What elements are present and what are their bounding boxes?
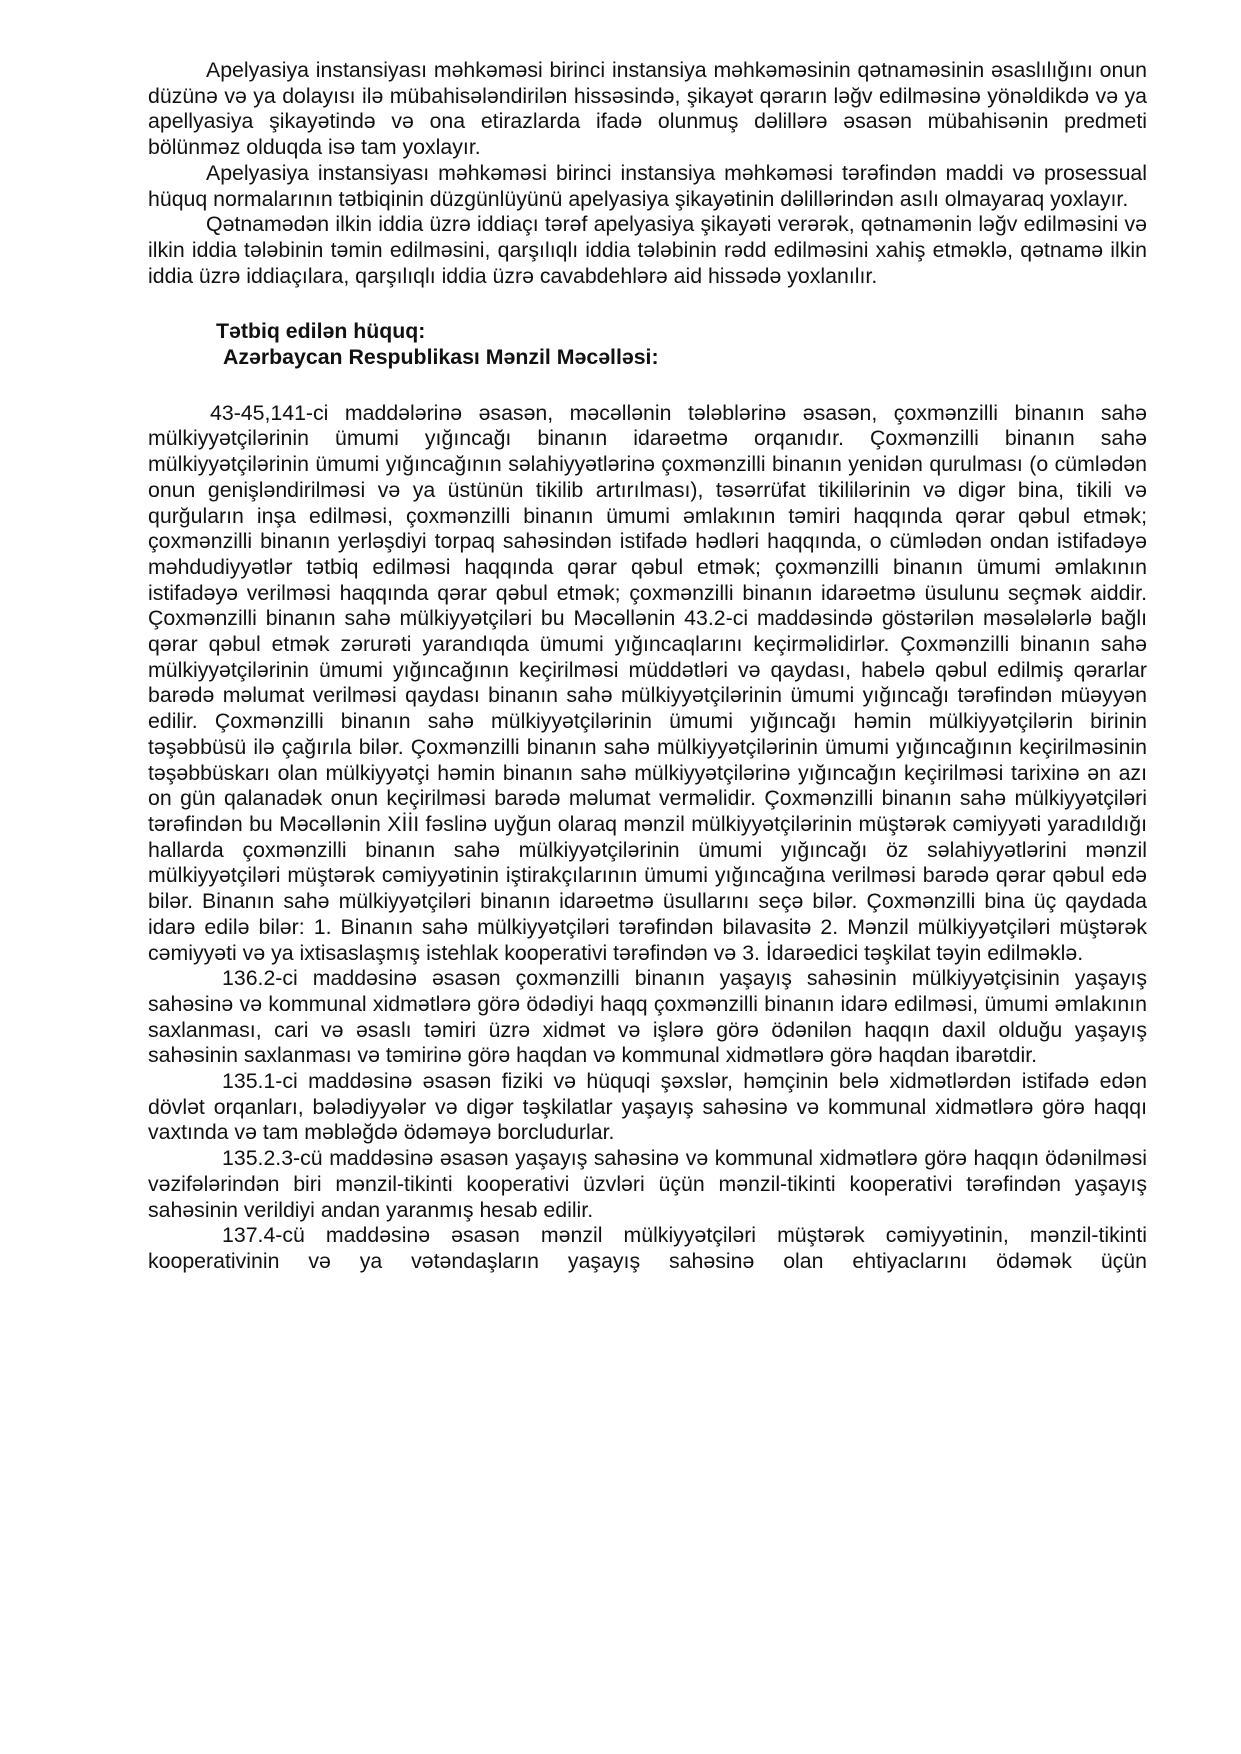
paragraph-article-135-2-3: 135.2.3-cü maddəsinə əsasən yaşayış sahəsinə və kommunal xidmətlərə görə haqqın ödənilməsi vəzifələrindən biri mənzil-tikinti kooperativi üzvləri üçün mənzil-tikinti kooperativi tərəfindən yaşayış sahəsinin verildiyi andan yaranmış hesab edilir. [148,1146,1147,1222]
heading-housing-code: Azərbaycan Respublikası Mənzil Məcəlləsi: [223,345,659,370]
paragraph-article-43-45-141: 43-45,141-ci maddələrinə əsasən, məcəllənin tələblərinə əsasən, çoxmənzilli binanın sahə mülkiyyətçilərinin ümumi yığıncağı binanın idarəetmə orqanıdır. Çoxmənzilli binanın sahə mülkiyyətçilərinin ümumi yığıncağının səlahiyyətlərinə çoxmənzilli binanın yenidən qurulması (o cümlədən onun genişləndirilməsi və ya üstünün tikilib artırılması), təsərrüfat tikililərinin və digər bina, tikili və qurğuların inşa edilməsi, çoxmənzilli binanın ümumi əmlakının təmiri haqqında qərar qəbul etmək; çoxmənzilli binanın yerləşdiyi torpaq sahəsindən istifadə hədləri haqqında, o cümlədən ondan istifadəyə məhdudiyyətlər tətbiq edilməsi haqqında qərar qəbul etmək; çoxmənzilli binanın ümumi əmlakının istifadəyə verilməsi haqqında qərar qəbul etmək; çoxmənzilli binanın idarəetmə üsulunu seçmək aiddir. Çoxmənzilli binanın sahə mülkiyyətçiləri bu Məcəllənin 43.2-ci maddəsində göstərilən məsələlərlə bağlı qərar qəbul etmək zərurəti yarandıqda ümumi yığıncaqlarını keçirməlidirlər. Çoxmənzilli binanın sahə mülkiyyətçilərinin ümumi yığıncağının keçirilməsi müddətləri və qaydası, habelə qəbul edilmiş qərarlar barədə məlumat verilməsi qaydası binanın sahə mülkiyyətçilərinin ümumi yığıncağı tərəfindən müəyyən edilir. Çoxmənzilli binanın sahə mülkiyyətçilərinin ümumi yığıncağı həmin mülkiyyətçilərin birinin təşəbbüsü ilə çağırıla bilər. Çoxmənzilli binanın sahə mülkiyyətçilərinin ümumi yığıncağının keçirilməsinin təşəbbüskarı olan mülkiyyətçi həmin binanın sahə mülkiyyətçilərinə yığıncağın keçirilməsi tarixinə ən azı on gün qalanadək onun keçirilməsi barədə məlumat verməlidir. Çoxmənzilli binanın sahə mülkiyyətçiləri tərəfindən bu Məcəllənin XİİI fəslinə uyğun olaraq mənzil mülkiyyətçilərinin müştərək cəmiyyəti yaradıldığı hallarda çoxmənzilli binanın sahə mülkiyyətçilərinin ümumi yığıncağı öz səlahiyyətlərini mənzil mülkiyyətçiləri müştərək cəmiyyətinin iştirakçılarının ümumi yığıncağına verilməsi barədə qərar qəbul edə bilər. Binanın sahə mülkiyyətçiləri binanın idarəetmə üsullarını seçə bilər. Çoxmənzilli bina üç qaydada idarə edilə bilər: 1. Binanın sahə mülkiyyətçiləri tərəfindən bilavasitə 2. Mənzil mülkiyyətçiləri müştərək cəmiyyəti və ya ixtisaslaşmış istehlak kooperativi tərəfindən və 3. İdarəedici təşkilat təyin edilməklə. [148,400,1147,965]
paragraph-article-137-4: 137.4-cü maddəsinə əsasən mənzil mülkiyyətçiləri müştərək cəmiyyətinin, mənzil-tikinti kooperativinin və ya vətəndaşların yaşayış sahəsinə olan ehtiyaclarını ödəmək üçün [148,1223,1147,1273]
paragraph-appeal-legal-norms: Apelyasiya instansiyası məhkəməsi birinci instansiya məhkəməsi tərəfindən maddi və prosessual hüquq normalarının tətbiqinin düzgünlüyünü apelyasiya şikayətinin dəlillərindən asılı olmayaraq yoxlayır. [148,160,1147,211]
spacer [148,371,1147,401]
paragraph-appeal-claim: Qətnamədən ilkin iddia üzrə iddiaçı tərəf apelyasiya şikayəti verərək, qətnamənin ləğv edilməsini və ilkin iddia tələbinin təmin edilməsini, qarşılıqlı iddia tələbinin rədd edilməsini xahiş etməklə, qətnamə ilkin iddia üzrə iddiaçılara, qarşılıqlı iddia üzrə cavabdehlərə aid hissədə yoxlanılır. [148,212,1147,288]
spacer [148,289,1147,319]
paragraph-article-136-2: 136.2-ci maddəsinə əsasən çoxmənzilli binanın yaşayış sahəsinin mülkiyyətçisinin yaşayış sahəsinə və kommunal xidmətlərə görə ödədiyi haqq çoxmənzilli binanın idarə edilməsi, ümumi əmlakının saxlanması, cari və əsaslı təmiri üzrə xidmət və işlərə görə ödənilən haqqın daxil olduğu yaşayış sahəsinin saxlanması və təmirinə görə haqdan və kommunal xidmətlərə görə haqdan ibarətdir. [148,966,1147,1068]
paragraph-appeal-scope: Apelyasiya instansiyası məhkəməsi birinci instansiya məhkəməsinin qətnaməsinin əsaslılığını onun düzünə və ya dolayısı ilə mübahisələndirilən hissəsində, şikayət qərarın ləğv edilməsinə yönəldikdə və ya apellyasiya şikayətində və ona etirazlarda ifadə olunmuş dəlillərə əsasən mübahisənin predmeti bölünməz olduqda isə tam yoxlayır. [148,58,1147,160]
document-page [148,58,1147,1275]
heading-applicable-law: Tətbiq edilən hüquq: [216,319,426,344]
paragraph-article-135-1: 135.1-ci maddəsinə əsasən fiziki və hüquqi şəxslər, həmçinin belə xidmətlərdən istifadə edən dövlət orqanları, bələdiyyələr və digər təşkilatlar yaşayış sahəsinə və kommunal xidmətlərə görə haqqı vaxtında və tam məbləğdə ödəməyə borcludurlar. [148,1069,1147,1145]
